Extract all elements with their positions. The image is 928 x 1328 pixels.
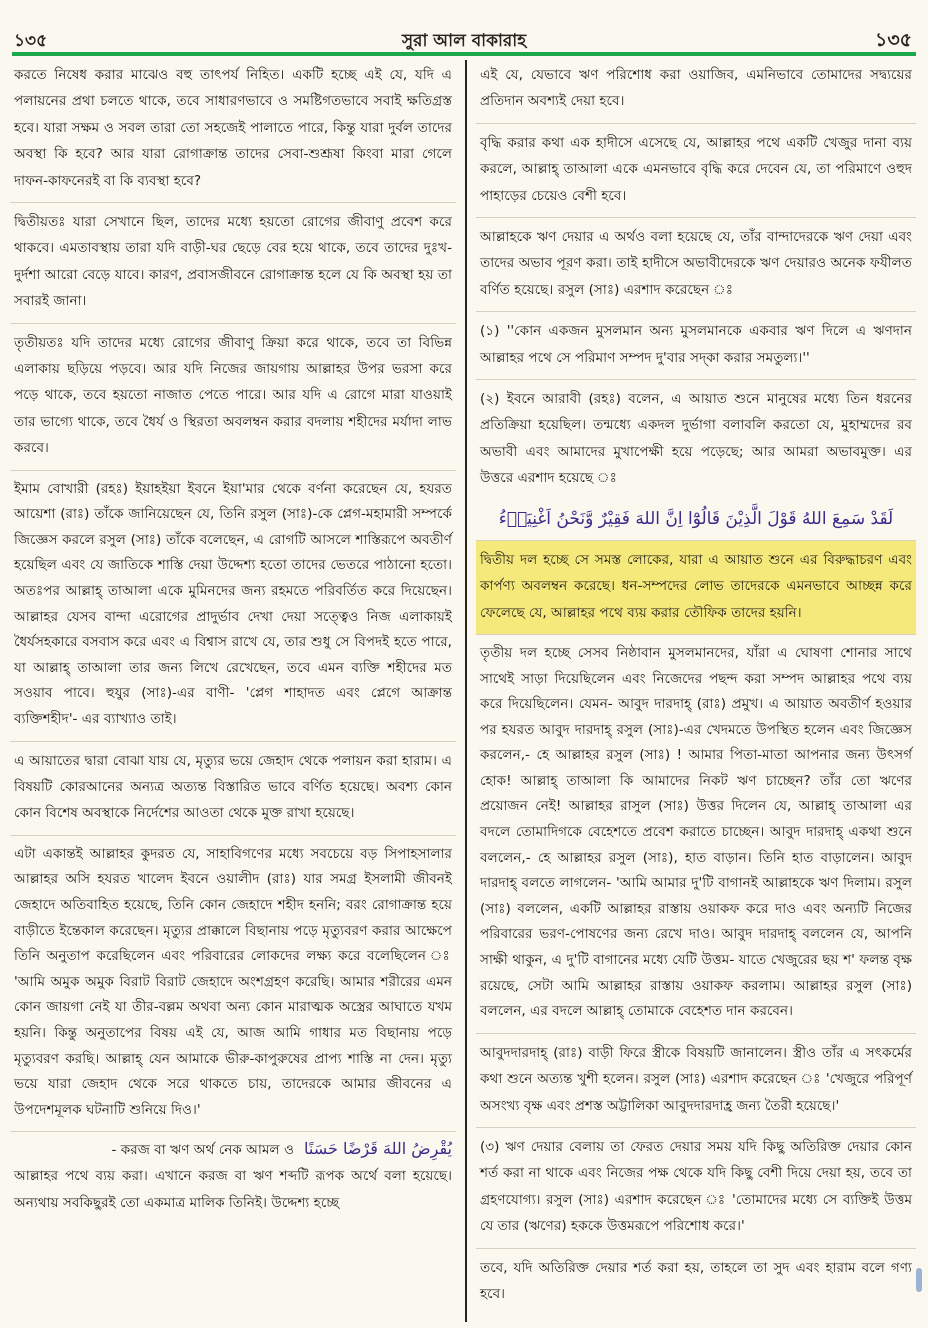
left-column [10,60,456,1322]
paragraph-highlighted: দ্বিতীয় দল হচ্ছে সে সমস্ত লোকের, যারা এ আয়াত শুনে এর বিরুদ্ধাচরণ এবং কার্পণ্য অবলম্বন করেছে। ধন-সম্পদের লোভ তাদেরকে এমনভাবে আচ্ছন্ন করে ফেলেছে যে, আল্লাহর পথে ব্যয় করার তৌফিক তাদের হয়নি। [476,541,916,635]
paragraph: দ্বিতীয়তঃ যারা সেখানে ছিল, তাদের মধ্যে হয়তো রোগের জীবাণু প্রবেশ করে থাকবে। এমতাবস্থায় তারা যদি বাড়ী-ঘর ছেড়ে বের হয়ে থাকে, তবে তাদের দুঃখ-দুর্দশা আরো বেড়ে যাবে। কারণ, প্রবাসজীবনে রোগাক্রান্ত হলে যে কি অবস্থা হয় তা সবারই জানা। [10,203,456,324]
right-column [476,60,916,1322]
paragraph: তবে, যদি অতিরিক্ত দেয়ার শর্ত করা হয়, তাহলে তা সুদ এবং হারাম বলে গণ্য হবে। [480,1259,912,1303]
paragraph: (৩) ঋণ দেয়ার বেলায় তা ফেরত দেয়ার সময় যদি কিছু অতিরিক্ত দেয়ার কোন শর্ত করা না থাকে এবং নিজের পক্ষ থেকে যদি কিছু বেশী দিয়ে দেয়া হয়, তবে তা গ্রহণযোগ্য। রসুল (সাঃ) এরশাদ করেছেন ঃ 'তোমাদের মধ্যে সে ব্যক্তিই উত্তম যে তার (ঋণের) হককে উত্তমরূপে পরিশোধ করে।' [476,1128,916,1249]
paragraph: এ আয়াতের দ্বারা বোঝা যায় যে, মৃত্যুর ভয়ে জেহাদ থেকে পলায়ন করা হারাম। এ বিষয়টি কোরআনের অন্যত্র অত্যন্ত বিস্তারিত ভাবে বর্ণিত হয়েছে। অবশ্য কোন কোন বিশেষ অবস্থাকে নির্দেশের আওতা থেকে মুক্ত রাখা হয়েছে। [10,742,456,836]
paragraph: আল্লাহকে ঋণ দেয়ার এ অর্থও বলা হয়েছে যে, তাঁর বান্দাদেরকে ঋণ দেয়া এবং তাদের অভাব পূরণ করা। তাই হাদীসে অভাবীদেরকে ঋণ দেয়ারও অনেক ফযীলত বর্ণিত হয়েছে। রসুল (সাঃ) এরশাদ করেছেন ঃ [476,218,916,312]
paragraph: ইমাম বোখারী (রহঃ) ইয়াহইয়া ইবনে ইয়া'মার থেকে বর্ণনা করেছেন যে, হযরত আয়েশা (রাঃ) তাঁকে জানিয়েছেন যে, তিনি রসুল (সাঃ)-কে প্লেগ-মহামারী সম্পর্কে জিজ্ঞেস করলে রসুল (সাঃ) তাঁকে বলেছেন, এ রোগটি আসলে শাস্তিরূপে অবতীর্ণ হয়েছিল এবং যে জাতিকে শাস্তি দেয়া উদ্দেশ্য হতো তাদের ভেতরে পাঠানো হতো। অতঃপর আল্লাহ্ তাআলা একে মুমিনদের জন্য রহমতে পরিবর্তিত করে দিয়েছেন। আল্লাহর যেসব বান্দা এরোগের প্রাদুর্ভাব দেখা দেয়া সত্ত্বেও নিজ এলাকায়ই ধৈর্যসহকারে বসবাস করে এবং এ বিশ্বাস রাখে যে, তার শুধু সে বিপদই হতে পারে, যা আল্লাহ্ তাআলা তার জন্য লিখে রেখেছেন, তবে এমন ব্যক্তি শহীদের মত সওয়াব পাবে। হুযুর (সাঃ)-এর বাণী- 'প্লেগ শাহাদত এবং প্লেগে আক্রান্ত ব্যক্তিশহীদ'- এর ব্যাখ্যাও তাই। [10,471,456,742]
hadith-quote: (১) ''কোন একজন মুসলমান অন্য মুসলমানকে একবার ঋণ দিলে এ ঋণদান আল্লাহর পথে সে পরিমাণ সম্পদ দু'বার সদ্কা করার সমতুল্য।'' [476,312,916,380]
arabic-term-row [10,1132,456,1163]
paragraph: বৃদ্ধি করার কথা এক হাদীসে এসেছে যে, আল্লাহর পথে একটি খেজুর দানা ব্যয় করলে, আল্লাহ্ তাআলা একে এমনভাবে বৃদ্ধি করে দেবেন যে, তা পরিমাণে ওহুদ পাহাড়ের চেয়েও বেশী হবে। [476,124,916,218]
ink-mark [916,1268,922,1292]
paragraph: তৃতীয় দল হচ্ছে সেসব নিষ্ঠাবান মুসলমানদের, যাঁরা এ ঘোষণা শোনার সাথে সাথেই সাড়া দিয়েছিলেন এবং নিজেদের পছন্দ করা সম্পদ আল্লাহর পথে ব্যয় করে দিয়েছিলেন। যেমন- আবুদ দারদাহ্ (রাঃ) প্রমুখ। এ আয়াত অবতীর্ণ হওয়ার পর হযরত আবুদ দারদাহ্ রসুল (সাঃ)-এর খেদমতে উপস্থিত হলেন এবং জিজ্ঞেস করলেন,- হে আল্লাহর রসুল (সাঃ) ! আমার পিতা-মাতা আপনার জন্য উৎসর্গ হোক! আল্লাহ্ তাআলা কি আমাদের নিকট ঋণ চাচ্ছেন? তাঁর তো ঋণের প্রয়োজন নেই! আল্লাহর রাসুল (সাঃ) উত্তর দিলেন যে, আল্লাহ্ তাআলা এর বদলে তোমাদিগকে বেহেশতে প্রবেশ করাতে চাচ্ছেন। আবুদ দারদাহ্ একথা শুনে বললেন,- হে আল্লাহর রসুল (সাঃ), হাত বাড়ান। তিনি হাত বাড়ালেন। আবুদ দারদাহ্ বলতে লাগলেন- 'আমি আমার দু'টি বাগানই আল্লাহকে ঋণ দিলাম। রসুল (সাঃ) বললেন, একটি আল্লাহর রাস্তায় ওয়াকফ করে দাও এবং অন্যটি নিজের পরিবারের ভরণ-পোষণের জন্য রেখে দাও। আবুদ দারদাহ্ বললেন যে, আপনি সাক্ষী থাকুন, এ দু'টি বাগানের মধ্যে যেটি উত্তম- যাতে খেজুরের ছয় শ' ফলন্ত বৃক্ষ রয়েছে, সেটা আমি আল্লাহর রাস্তায় ওয়াকফ করলাম। আল্লাহর রসুল (সাঃ) বললেন, এর বদলে আল্লাহ্ তোমাকে বেহেশত দান করবেন। [476,635,916,1034]
page-number-left: ১৩৫ [14,31,48,51]
paragraph: (২) ইবনে আরাবী (রহঃ) বলেন, এ আয়াত শুনে মানুষের মধ্যে তিন ধরনের প্রতিক্রিয়া হয়েছিল। তন্মধ্যে একদল দুর্ভাগা বলাবলি করতো যে, মুহাম্মদের রব অভাবী এবং আমাদের মুখাপেক্ষী হয়ে পড়েছে; আর আমরা অভাবমুক্ত। এর উত্তরে এরশাদ হয়েছে ঃ [480,391,912,487]
header-rule [12,52,916,56]
arabic-verse: لَقَدْ سَمِعَ اللهُ قَوْلَ الَّذِيْنَ قَالُوْٓا اِنَّ اللهَ فَقِيْرٌ وَّنَحْنُ اَغْنِيَاۗءُ [476,500,916,541]
paragraph: আল্লাহর পথে ব্যয় করা। এখানে করজ বা ঋণ শব্দটি রূপক অর্থে বলা হয়েছে। অন্যথায় সবকিছুরই তো একমাত্র মালিক তিনিই। উদ্দেশ্য হচ্ছে [14,1168,452,1211]
paragraph: এই যে, যেভাবে ঋণ পরিশোধ করা ওয়াজিব, এমনিভাবে তোমাদের সদ্ব্যয়ের প্রতিদান অবশ্যই দেয়া হবে। [476,60,916,124]
arabic-term-gloss: - করজ বা ঋণ অর্থ নেক আমল ও [111,1142,295,1159]
paragraph: আবুদদারদাহ্ (রাঃ) বাড়ী ফিরে স্ত্রীকে বিষয়টি জানালেন। স্ত্রীও তাঁর এ সৎকর্মের কথা শুনে অত্যন্ত খুশী হলেন। রসুল (সাঃ) এরশাদ করেছেন ঃ 'খেজুরে পরিপূর্ণ অসংখ্য বৃক্ষ এবং প্রশস্ত অট্টালিকা আবুদদারদাহ্র জন্য তৈরী হয়েছে।' [476,1034,916,1128]
page-number-right: ১৩৫ [874,29,912,51]
running-title: সুরা আল বাকারাহ [401,31,527,51]
column-divider [465,60,467,1322]
arabic-term: يُقْرِضُ اللهَ قَرْضًا حَسَنًا [304,1139,452,1159]
paragraph: তৃতীয়তঃ যদি তাদের মধ্যে রোগের জীবাণু ক্রিয়া করে থাকে, তবে তা বিভিন্ন এলাকায় ছড়িয়ে পড়বে। আর যদি নিজের জায়গায় আল্লাহর উপর ভরসা করে পড়ে থাকে, তবে হয়তো নাজাত পেতে পারে। আর যদি এ রোগে মারা যাওয়াই তার ভাগ্যে থাকে, তবে ধৈর্য ও স্থিরতা অবলম্বন করার বদলায় শহীদের মর্যাদা লাভ করবে। [10,324,456,471]
page-header [0,0,928,60]
paragraph: এটা একান্তই আল্লাহর কুদরত যে, সাহাবিগণের মধ্যে সবচেয়ে বড় সিপাহসালার আল্লাহর অসি হযরত খালেদ ইবনে ওয়ালীদ (রাঃ) যার সমগ্র ইসলামী জীবনই জেহাদে অতিবাহিত হয়েছে, তিনি কোন জেহাদে শহীদ হননি; বরং রোগাক্রান্ত হয়ে বাড়ীতে ইন্তেকাল করেছেন। মৃত্যুর প্রাক্কালে বিছানায় পড়ে মৃত্যুবরণ করার আক্ষেপে তিনি অনুতাপ করেছিলেন এবং পরিবারের লোকদের লক্ষ্য করে বলেছিলেন ঃ 'আমি অমুক অমুক বিরাট বিরাট জেহাদে অংশগ্রহণ করেছি। আমার শরীরের এমন কোন জায়গা নেই যা তীর-বল্লম অথবা অন্য কোন মারাত্মক অস্ত্রের আঘাতে যখম হয়নি। কিন্তু অনুতাপের বিষয় এই যে, আজ আমি গাধার মত বিছানায় পড়ে মৃত্যুবরণ করছি। আল্লাহ্ যেন আমাকে ভীরু-কাপুরুষের প্রাপ্য শাস্তি না দেন। মৃত্যু ভয়ে যারা জেহাদ থেকে সরে থাকতে চায়, তাদেরকে আমার জীবনের এ উপদেশমূলক ঘটনাটি শুনিয়ে দিও।' [10,836,456,1133]
paragraph: করতে নিষেধ করার মাঝেও বহু তাৎপর্য নিহিত। একটি হচ্ছে এই যে, যদি এ পলায়নের প্রথা চলতে থাকে, তবে সাধারণভাবে ও সমষ্টিগতভাবে সবাই ক্ষতিগ্রস্ত হবে। যারা সক্ষম ও সবল তারা তো সহজেই পালাতে পারে, কিন্তু যারা দুর্বল তাদের অবস্থা কি হবে? আর যারা রোগাক্রান্ত তাদের সেবা-শুশ্রূষা কিংবা মারা গেলে দাফন-কাফনেরই বা কি ব্যবস্থা হবে? [10,60,456,203]
